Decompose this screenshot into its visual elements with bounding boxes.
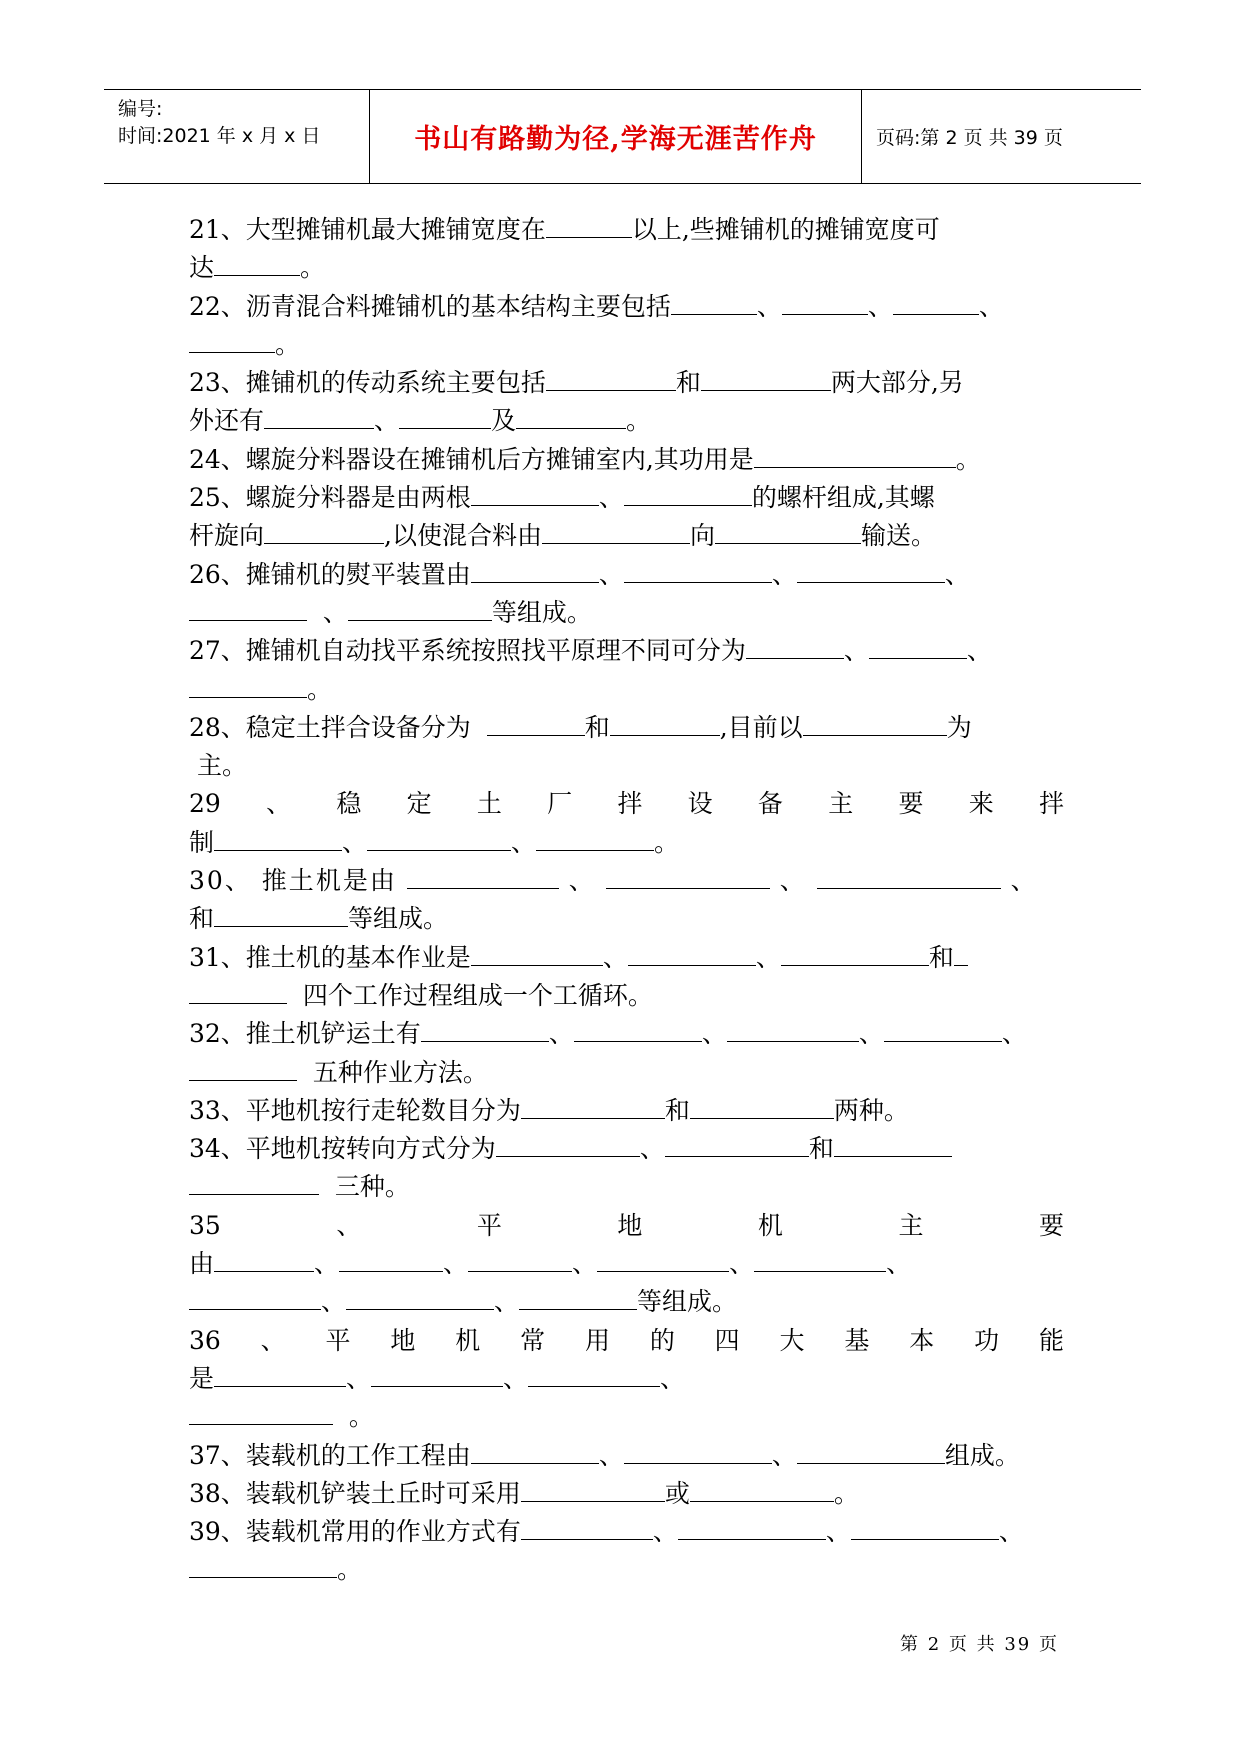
blank[interactable] [624, 560, 772, 583]
blank[interactable] [782, 292, 868, 315]
blank[interactable] [214, 904, 348, 927]
question-38: 38、装载机铲装土丘时可采用 或 。 [189, 1478, 859, 1508]
question-25-cont: 杆旋向 ,以使混合料由 向 输送。 [189, 521, 936, 551]
blank[interactable] [189, 675, 307, 698]
blank[interactable] [421, 1019, 549, 1042]
blank[interactable] [869, 636, 967, 659]
blank[interactable] [746, 636, 844, 659]
question-36: 36 、 平 地 机 常 用 的 四 大 基 本 功 能 [189, 1325, 1064, 1355]
question-34: 34、平地机按转向方式分为 、 和 [189, 1130, 1064, 1168]
blank[interactable] [521, 1096, 665, 1119]
question-22: 22、沥青混合料摊铺机的基本结构主要包括 、 、 、 [189, 291, 1004, 321]
page-footer: 第 2 页 共 39 页 [900, 1634, 1059, 1655]
question-34-cont: 三种。 [189, 1168, 1064, 1206]
question-32: 32、推土机铲运土有 、 、 、 、 [189, 1019, 1027, 1049]
blank[interactable] [754, 445, 956, 468]
question-35-cont: 由 、 、 、 、 、 [189, 1249, 912, 1279]
header-motto: 书山有路勤为径,学海无涯苦作舟 [414, 124, 817, 155]
question-30-cont: 和 等组成。 [189, 904, 449, 934]
question-35-cont2: 、 、 等组成。 [189, 1283, 1064, 1321]
question-37: 37、装载机的工作工程由 、 、 组成。 [189, 1440, 1020, 1470]
blank[interactable] [678, 1517, 826, 1540]
question-27-cont: 。 [189, 671, 1064, 709]
blank[interactable] [803, 713, 947, 736]
blank[interactable] [189, 1555, 337, 1578]
blank[interactable] [348, 598, 492, 621]
question-36-cont: 是 、 、 、 [189, 1363, 686, 1393]
blank[interactable] [189, 1287, 321, 1310]
question-36-cont2: 。 [189, 1398, 1064, 1436]
blank[interactable] [893, 292, 979, 315]
blank[interactable] [727, 1019, 859, 1042]
question-26-cont: 、 等组成。 [189, 594, 1064, 632]
question-31-cont: 四个工作过程组成一个工循环。 [189, 977, 1064, 1015]
blank[interactable] [665, 1134, 809, 1157]
blank[interactable] [399, 406, 491, 429]
header-left [104, 90, 370, 183]
blank[interactable] [367, 828, 511, 851]
blank[interactable] [264, 406, 374, 429]
header-right [862, 90, 1141, 183]
blank[interactable] [606, 866, 770, 889]
blank[interactable] [781, 943, 929, 966]
blank[interactable] [471, 483, 599, 506]
question-list [189, 211, 1064, 1590]
blank[interactable] [574, 1019, 702, 1042]
question-31: 31、推土机的基本作业是 、 、 和 [189, 939, 1064, 977]
blank[interactable] [487, 713, 585, 736]
question-28: 28、稳定土拌合设备分为 和 ,目前以 为 [189, 712, 972, 742]
question-26: 26、摊铺机的熨平装置由 、 、 、 [189, 559, 970, 589]
blank[interactable] [690, 1479, 834, 1502]
blank[interactable] [546, 215, 632, 238]
blank[interactable] [610, 713, 720, 736]
blank[interactable] [214, 1249, 314, 1272]
blank[interactable] [468, 1249, 572, 1272]
question-29-cont: 制 、 、 。 [189, 827, 680, 857]
question-28-cont: 主。 [196, 751, 247, 781]
blank[interactable] [371, 1364, 503, 1387]
question-22-cont: 。 [189, 326, 1064, 364]
question-21: 21、大型摊铺机最大摊铺宽度在 以上,些摊铺机的摊铺宽度可 [189, 215, 940, 244]
blank[interactable] [471, 560, 599, 583]
blank[interactable] [214, 828, 342, 851]
blank[interactable] [519, 1287, 637, 1310]
blank[interactable] [471, 1441, 599, 1464]
blank[interactable] [624, 483, 752, 506]
blank[interactable] [754, 1249, 886, 1272]
blank[interactable] [797, 1441, 945, 1464]
blank[interactable] [834, 1134, 952, 1157]
blank[interactable] [797, 560, 945, 583]
question-39-cont: 。 [189, 1551, 1064, 1589]
blank[interactable] [189, 1172, 319, 1195]
blank[interactable] [542, 521, 690, 544]
blank[interactable] [690, 1096, 834, 1119]
blank[interactable] [671, 292, 757, 315]
question-27: 27、摊铺机自动找平系统按照找平原理不同可分为 、 、 [189, 636, 992, 666]
document-time: 时间:2021 年 x 月 x 日 [118, 125, 321, 147]
blank[interactable] [954, 943, 968, 966]
blank[interactable] [521, 1479, 665, 1502]
blank[interactable] [624, 1441, 772, 1464]
blank[interactable] [516, 406, 626, 429]
blank[interactable] [264, 521, 384, 544]
blank[interactable] [214, 253, 300, 276]
blank[interactable] [407, 866, 559, 889]
blank[interactable] [214, 1364, 346, 1387]
blank[interactable] [536, 828, 654, 851]
blank[interactable] [189, 330, 275, 353]
blank[interactable] [189, 1058, 297, 1081]
blank[interactable] [339, 1249, 443, 1272]
blank[interactable] [189, 598, 307, 621]
blank[interactable] [189, 1402, 333, 1425]
blank[interactable] [884, 1019, 1002, 1042]
blank[interactable] [817, 866, 1001, 889]
blank[interactable] [597, 1249, 729, 1272]
question-23: 23、摊铺机的传动系统主要包括 和 两大部分,另 [189, 368, 964, 398]
question-39: 39、装载机常用的作业方式有 、 、 、 [189, 1517, 1024, 1547]
blank[interactable] [701, 368, 831, 391]
blank[interactable] [528, 1364, 660, 1387]
header-center [370, 90, 862, 183]
blank[interactable] [628, 943, 756, 966]
blank[interactable] [715, 521, 861, 544]
question-32-cont: 五种作业方法。 [189, 1054, 1064, 1092]
document-number: 编号: [118, 98, 163, 120]
question-24: 24、螺旋分料器设在摊铺机后方摊铺室内,其功用是 。 [189, 444, 981, 474]
blank[interactable] [546, 368, 676, 391]
question-25: 25、螺旋分料器是由两根 、 的螺杆组成,其螺 [189, 483, 935, 513]
question-33: 33、平地机按行走轮数目分为 和 两种。 [189, 1095, 909, 1125]
question-30: 30、 推土机是由 、 、 、 [189, 866, 1038, 896]
blank[interactable] [521, 1517, 653, 1540]
blank[interactable] [496, 1134, 640, 1157]
blank[interactable] [471, 943, 603, 966]
page-header [104, 89, 1141, 184]
question-35: 35 、 平 地 机 主 要 [189, 1210, 1064, 1240]
header-page-code: 页码:第 2 页 共 39 页 [876, 127, 1063, 149]
question-29: 29 、 稳 定 土 厂 拌 设 备 主 要 来 拌 [189, 789, 1064, 819]
question-23-cont: 外还有 、 及 。 [189, 406, 652, 436]
blank[interactable] [346, 1287, 494, 1310]
question-21-cont: 达 。 [189, 253, 326, 283]
blank[interactable] [851, 1517, 999, 1540]
blank[interactable] [189, 981, 287, 1004]
